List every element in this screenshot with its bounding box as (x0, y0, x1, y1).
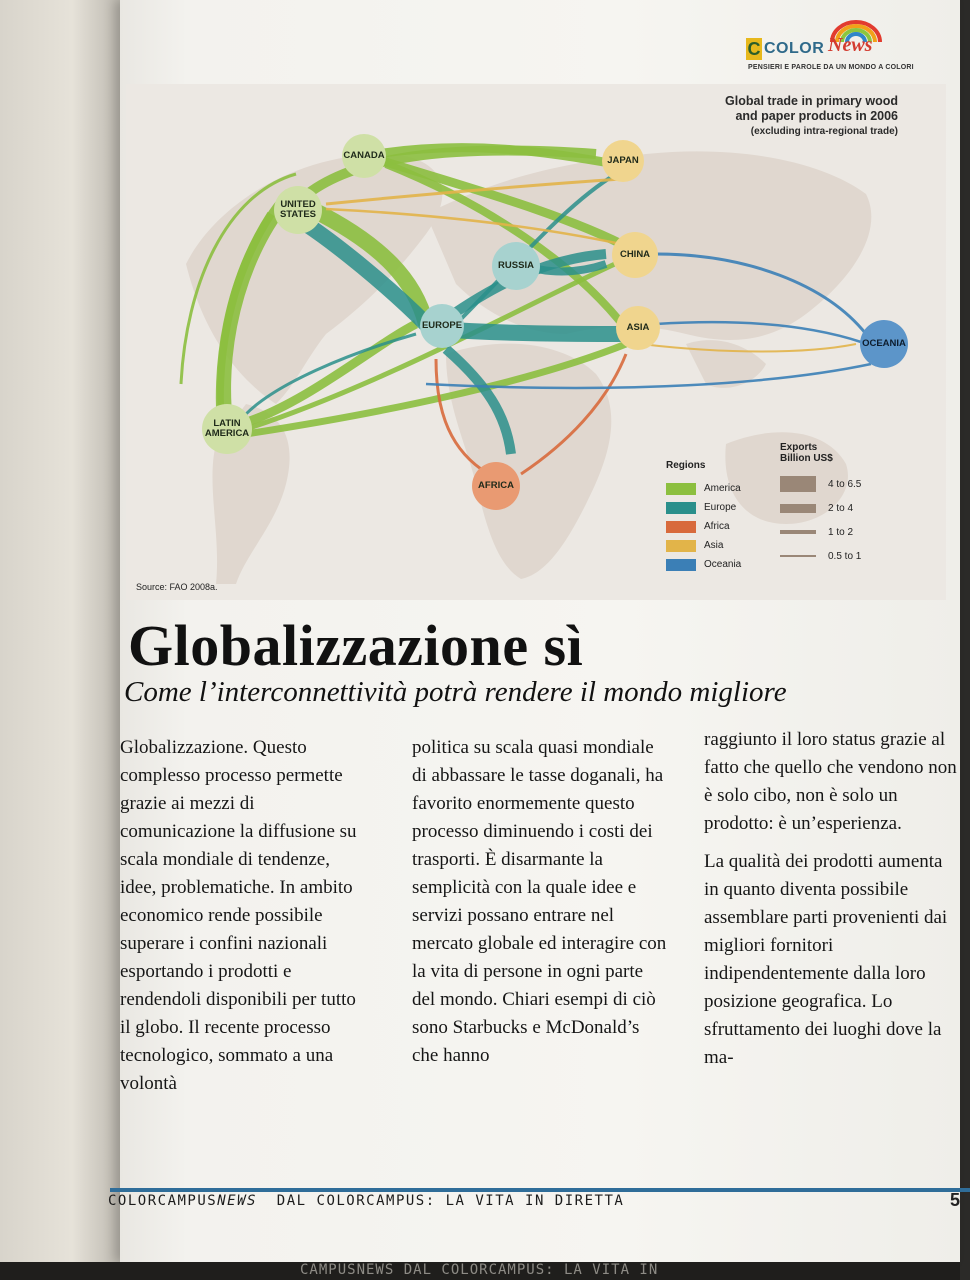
legend-row-asia (666, 536, 741, 555)
node-china: CHINA (612, 232, 658, 278)
swatch-asia (666, 540, 696, 552)
legend-exports (780, 442, 861, 568)
export-bar-3 (780, 530, 816, 534)
trade-map (126, 84, 946, 600)
legend-export-label-1: 4 to 6.5 (828, 478, 862, 490)
footer-rule (110, 1188, 970, 1192)
logo-tagline: PENSIERI E PAROLE DA UN MONDO A COLORI (748, 64, 914, 71)
legend-row-america (666, 479, 741, 498)
article-column-3 (704, 726, 960, 1072)
legend-export-row-4 (780, 544, 861, 568)
export-bar-4 (780, 555, 816, 557)
node-united-states: UNITED STATES (274, 186, 322, 234)
article-headline: Globalizzazione sì (128, 613, 584, 678)
legend-export-row-1 (780, 472, 861, 496)
node-canada: CANADA (342, 134, 386, 178)
legend-label-asia: Asia (704, 540, 724, 551)
article-column-2 (412, 734, 668, 1070)
node-japan: JAPAN (602, 140, 644, 182)
legend-row-europe (666, 498, 741, 517)
logo-c: C (747, 39, 761, 59)
legend-regions (666, 460, 741, 574)
footer-brand-news: NEWS (217, 1193, 257, 1209)
legend-exports-title-line1: Exports (780, 442, 818, 453)
swatch-america (666, 483, 696, 495)
column-3-paragraph-2: La qualità dei prodotti aumenta in quanto diventa possibile assemblare parti provenienti dai migliori fornitori indipendentemente dalla loro posizione geografica. Lo sfruttamento dei luoghi dove la ma- (704, 851, 948, 1068)
legend-label-oceania: Oceania (704, 559, 742, 570)
legend-label-africa: Africa (704, 521, 730, 532)
export-bar-2 (780, 504, 816, 513)
legend-row-oceania (666, 555, 741, 574)
map-title-line2: and paper products in 2006 (735, 109, 898, 123)
swatch-europe (666, 502, 696, 514)
column-1-text: Globalizzazione. Questo complesso processo permette grazie ai mezzi di comunicazione la diffusione su scala mondiale di tendenze, idee, problematiche. In ambito economico rende possibile superare i confini nazionali esportando i prodotti e rendendoli disponibili per tutto il globo. Il recente processo tecnologico, sommato a una volontà (120, 737, 357, 1094)
node-africa: AFRICA (472, 462, 520, 510)
article-column-1 (120, 734, 370, 1098)
next-page-edge (0, 1262, 960, 1280)
page-number: 5 (949, 1190, 960, 1210)
node-asia: ASIA (616, 306, 660, 350)
logo-word: COLOR (764, 40, 825, 57)
column-3-paragraph-1: raggiunto il loro status grazie al fatto che quello che vendono non è solo cibo, non è solo un prodotto: è un’esperienza. (704, 729, 957, 834)
export-bar-1 (780, 476, 816, 492)
legend-export-label-3: 1 to 2 (828, 526, 854, 538)
article-subhead: Come l’interconnettività potrà rendere il mondo migliore (124, 676, 787, 708)
legend-export-row-2 (780, 496, 861, 520)
map-title-line1: Global trade in primary wood (725, 94, 898, 108)
legend-exports-title (780, 442, 861, 464)
node-europe: EUROPE (420, 304, 464, 348)
legend-export-row-3 (780, 520, 861, 544)
legend-row-africa (666, 517, 741, 536)
map-subtitle: (excluding intra-regional trade) (750, 126, 898, 137)
footer-tagline: DAL COLORCAMPUS: LA VITA IN DIRETTA (276, 1193, 625, 1209)
node-russia: RUSSIA (492, 242, 540, 290)
node-latin-america: LATIN AMERICA (202, 404, 252, 454)
legend-label-america: America (704, 483, 741, 494)
footer-brand: COLORCAMPUS (108, 1193, 218, 1209)
logo-news: News (828, 34, 873, 56)
legend-export-label-4: 0.5 to 1 (828, 550, 862, 562)
legend-export-label-2: 2 to 4 (828, 502, 854, 514)
swatch-oceania (666, 559, 696, 571)
colornews-logo (746, 20, 914, 76)
legend-regions-title: Regions (666, 460, 706, 471)
legend-exports-title-line2: Billion US$ (780, 453, 833, 464)
next-page-footer-text: CAMPUSNEWS DAL COLORCAMPUS: LA VITA IN (300, 1262, 659, 1278)
facing-page (0, 0, 120, 1280)
map-source: Source: FAO 2008a. (136, 582, 218, 592)
magazine-page (108, 0, 960, 1262)
column-2-text: politica su scala quasi mondiale di abbassare le tasse doganali, ha favorito enormemente questo processo diminuendo i costi dei trasporti. È disarmante la semplicità con la quale idee e servizi possano entrare nel mercato globale ed interagire con la vita di persone in ogni parte del mondo. Chiari esempi di ciò sono Starbucks e McDonald’s che hanno (412, 737, 667, 1066)
node-oceania: OCEANIA (860, 320, 908, 368)
page-footer (108, 1193, 624, 1209)
map-title (725, 94, 898, 139)
swatch-africa (666, 521, 696, 533)
legend-label-europe: Europe (704, 502, 737, 513)
